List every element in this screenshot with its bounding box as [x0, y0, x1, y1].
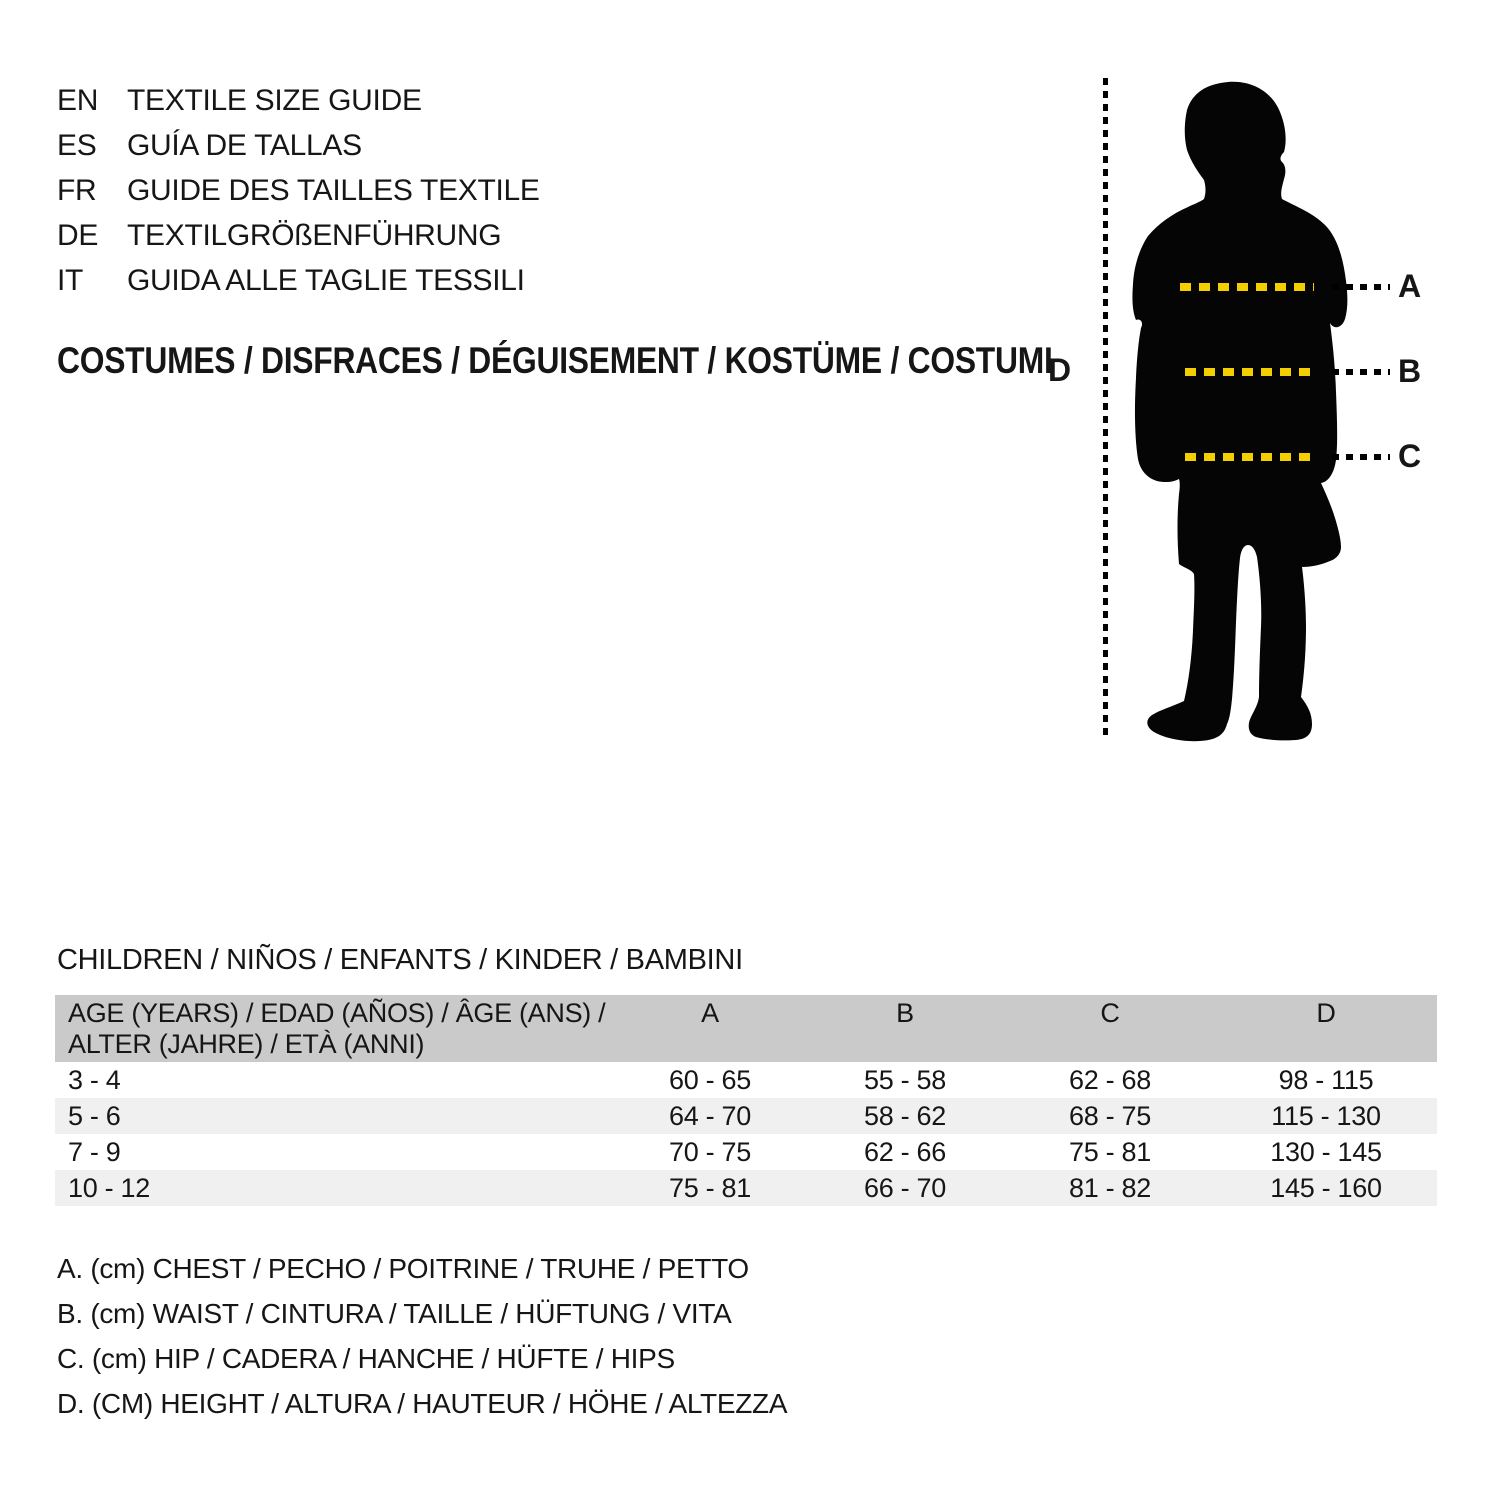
- language-row-en: [57, 84, 422, 118]
- age-cell: 10 - 12: [68, 1172, 150, 1203]
- hip-cell: 81 - 82: [1069, 1172, 1151, 1203]
- language-code: FR: [57, 174, 97, 207]
- height-cell: 98 - 115: [1278, 1064, 1374, 1095]
- size-table-header: [55, 995, 1437, 1062]
- hip-cell: 75 - 81: [1069, 1136, 1151, 1167]
- measure-label-b: B: [1398, 353, 1421, 389]
- measure-label-c: C: [1398, 438, 1421, 474]
- child-silhouette-icon: [1100, 60, 1400, 750]
- age-header: [55, 995, 615, 1060]
- language-code: IT: [57, 264, 84, 297]
- measure-label-d: D: [1048, 352, 1071, 388]
- chest-cell: 64 - 70: [669, 1100, 751, 1131]
- language-code: ES: [57, 129, 97, 162]
- age-cell: 5 - 6: [68, 1100, 121, 1131]
- language-row-it: [57, 264, 525, 298]
- table-row: [55, 1134, 1437, 1170]
- waist-cell: 62 - 66: [864, 1136, 946, 1167]
- language-row-de: [57, 219, 501, 253]
- waist-measure-line: [1185, 368, 1312, 376]
- waist-cell: 58 - 62: [864, 1100, 946, 1131]
- table-row: [55, 1062, 1437, 1098]
- hip-cell: 62 - 68: [1069, 1064, 1151, 1095]
- hip-line-connector: [1332, 454, 1390, 460]
- language-row-es: [57, 129, 362, 163]
- chest-cell: 75 - 81: [669, 1172, 751, 1203]
- table-row: [55, 1098, 1437, 1134]
- legend-height: D. (CM) HEIGHT / ALTURA / HAUTEUR / HÖHE / ALTEZZA: [57, 1388, 788, 1419]
- column-header-d: D: [1316, 998, 1336, 1028]
- age-cell: 7 - 9: [68, 1136, 121, 1167]
- column-header-a: A: [701, 998, 719, 1028]
- language-label: GUÍA DE TALLAS: [127, 129, 362, 162]
- column-header-b: B: [896, 998, 914, 1028]
- language-code: EN: [57, 84, 99, 117]
- age-header-line1: AGE (YEARS) / EDAD (AÑOS) / ÂGE (ANS) /: [68, 998, 606, 1028]
- chest-measure-line: [1180, 283, 1314, 291]
- waist-line-connector: [1332, 369, 1390, 375]
- height-cell: 130 - 145: [1270, 1136, 1382, 1167]
- table-row: [55, 1170, 1437, 1206]
- legend-waist: B. (cm) WAIST / CINTURA / TAILLE / HÜFTUNG / VITA: [57, 1298, 732, 1329]
- age-cell: 3 - 4: [68, 1064, 121, 1095]
- chest-line-connector: [1332, 284, 1390, 290]
- hip-measure-line: [1185, 453, 1315, 461]
- waist-cell: 55 - 58: [864, 1064, 946, 1095]
- language-label: TEXTILGRÖßENFÜHRUNG: [127, 219, 502, 252]
- language-label: GUIDE DES TAILLES TEXTILE: [127, 174, 540, 207]
- column-header-c: C: [1100, 998, 1120, 1028]
- legend-hip: C. (cm) HIP / CADERA / HANCHE / HÜFTE / HIPS: [57, 1343, 675, 1374]
- chest-cell: 70 - 75: [669, 1136, 751, 1167]
- language-row-fr: [57, 174, 540, 208]
- age-header-line2: ALTER (JAHRE) / ETÀ (ANNI): [68, 1029, 425, 1059]
- size-table: [55, 995, 1437, 1206]
- height-cell: 115 - 130: [1271, 1100, 1381, 1131]
- waist-cell: 66 - 70: [864, 1172, 946, 1203]
- children-section-title: CHILDREN / NIÑOS / ENFANTS / KINDER / BAMBINI: [57, 944, 743, 976]
- height-cell: 145 - 160: [1270, 1172, 1382, 1203]
- legend-chest: A. (cm) CHEST / PECHO / POITRINE / TRUHE / PETTO: [57, 1253, 749, 1284]
- language-code: DE: [57, 219, 99, 252]
- chest-cell: 60 - 65: [669, 1064, 751, 1095]
- language-label: TEXTILE SIZE GUIDE: [127, 84, 422, 117]
- category-title: COSTUMES / DISFRACES / DÉGUISEMENT / KOSTÜME / COSTUMI: [57, 340, 1053, 381]
- measure-label-a: A: [1398, 268, 1421, 304]
- hip-cell: 68 - 75: [1069, 1100, 1151, 1131]
- language-label: GUIDA ALLE TAGLIE TESSILI: [127, 264, 525, 297]
